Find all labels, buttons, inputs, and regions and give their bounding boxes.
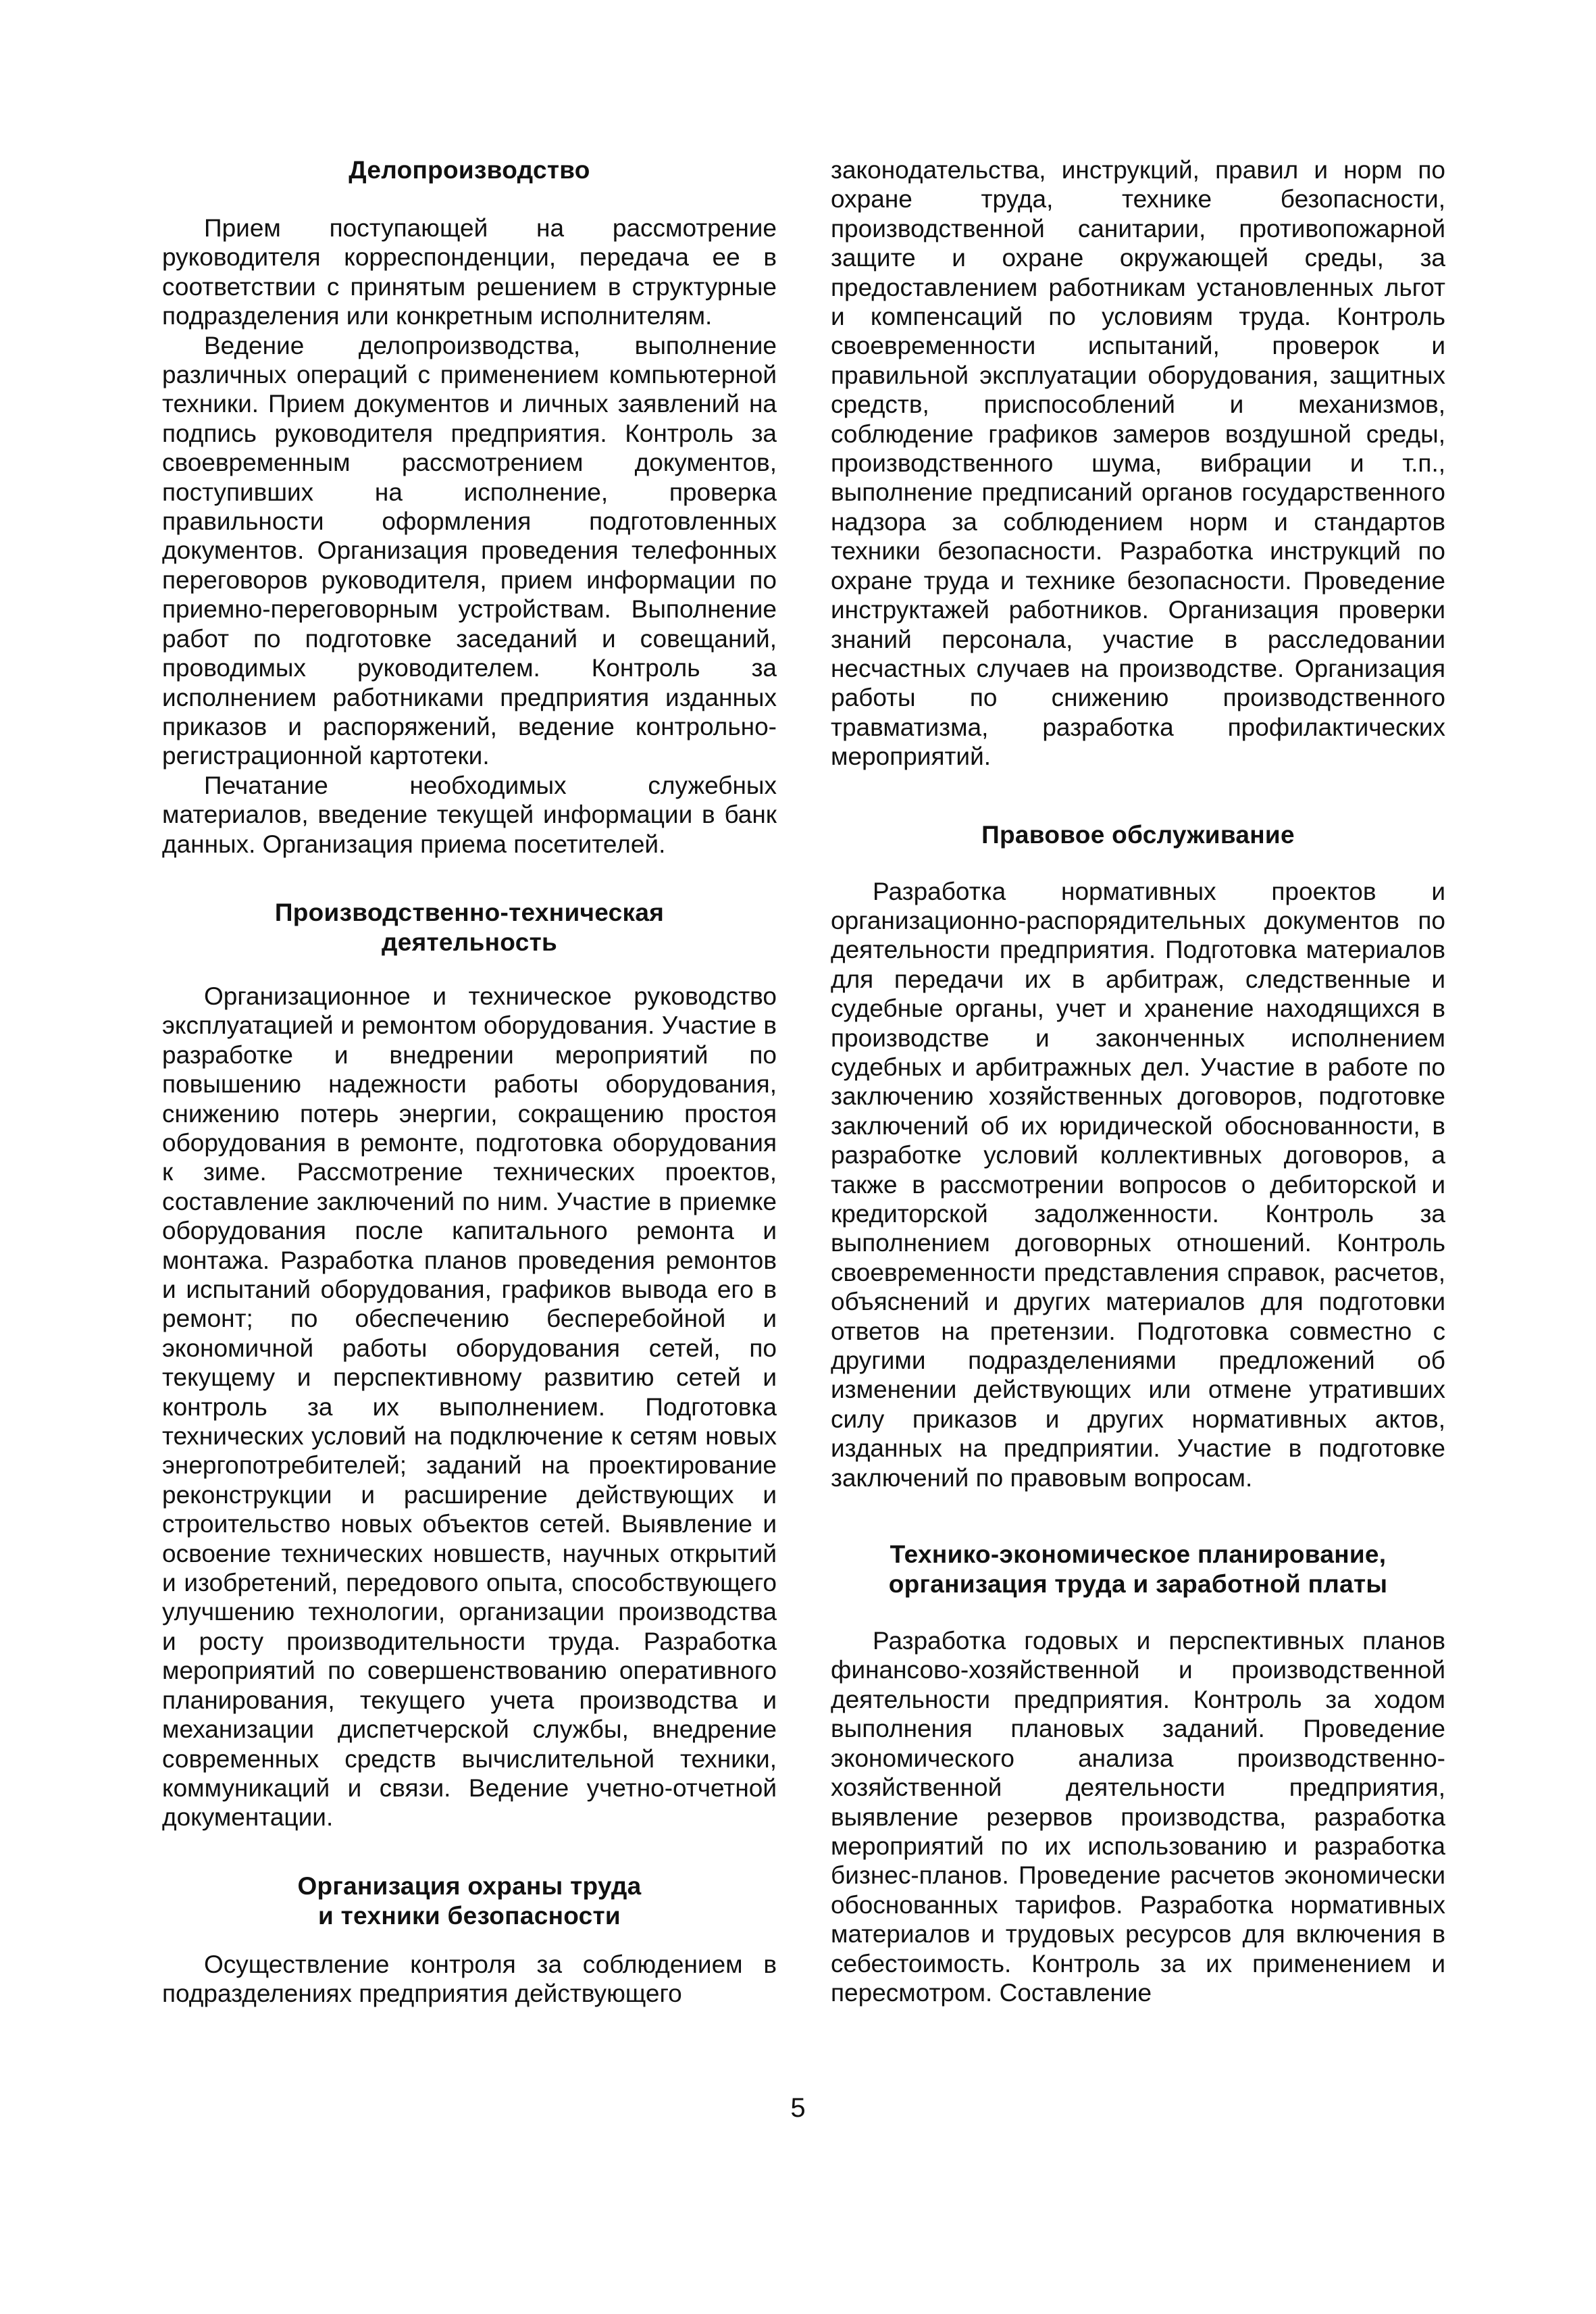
paragraph: Разработка нормативных проектов и организационно-распорядительных документов по деятельности предприятия. Подготовка материалов для передачи их в арбитраж, следственные и судебные органы, учет и хранение находящихся в производстве и законченных исполнением судебных и арбитражных дел. Участие в работе по заключению хозяйственных договоров, подготовке заключений об их юридической обоснованности, в разработке условий коллективных договоров, а также в рассмотрении вопросов о дебиторской и кредиторской задолженности. Контроль за выполнением договорных отношений. Контроль своевременности представления справок, расчетов, объяснений и других материалов для подготовки ответов на претензии. Подготовка совместно с другими подразделениями предложений об изменении действующих или отмене утративших силу приказов и других нормативных актов, изданных на предприятии. Участие в подготовке заключений по правовым вопросам. <box>831 877 1445 1492</box>
paragraph: Организационное и техническое руководство эксплуатацией и ремонтом оборудования. Участие в разработке и внедрении мероприятий по повышению надежности работы оборудования, снижению потерь энергии, сокращению простоя оборудования в ремонте, подготовка оборудования к зиме. Рассмотрение технических проектов, составление заключений по ним. Участие в приемке оборудования после капитального ремонта и монтажа. Разработка планов проведения ремонтов и испытаний оборудования, графиков вывода его в ремонт; по обеспечению бесперебойной и экономичной работы оборудования сетей, по текущему и перспективному развитию сетей и контроль за их выполнением. Подготовка технических условий на подключение к сетям новых энергопотребителей; заданий на проектирование реконструкции и расширение действующих и строительство новых объектов сетей. Выявление и освоение технических новшеств, научных открытий и изобретений, передового опыта, способствующего улучшению технологии, организации производства и росту производительности труда. Разработка мероприятий по совершенствованию оперативного планирования, текущего учета производства и механизации диспетчерской службы, внедрение современных средств вычислительной техники, коммуникаций и связи. Ведение учетно-отчетной документации. <box>162 982 777 1832</box>
section-title-line-1: Организация охраны труда <box>297 1871 642 1900</box>
right-column <box>831 155 1445 2007</box>
section-title-line-1: Технико-экономическое планирование, <box>890 1540 1387 1569</box>
section-labor-safety <box>162 1871 777 2009</box>
paragraph: Ведение делопроизводства, выполнение различных операций с применением компьютерной техники. Прием документов и личных заявлений на подпись руководителя предприятия. Контроль за своевременным рассмотрением документов, поступивших на исполнение, проверка правильности оформления подготовленных документов. Организация проведения телефонных переговоров руководителя, прием информации по приемно-переговорным устройствам. Выполнение работ по подготовке заседаний и совещаний, проводимых руководителем. Контроль за исполнением работниками предприятия изданных приказов и распоряжений, ведение контрольно-регистрационной картотеки. <box>162 331 777 770</box>
section-title: Правовое обслуживание <box>981 820 1295 849</box>
paragraph: Разработка годовых и перспективных планов финансово-хозяйственной и производственной деятельности предприятия. Контроль за ходом выполнения плановых заданий. Проведение экономического анализа производственно-хозяйственной деятельности предприятия, выявление резервов производства, разработка мероприятий по их использованию и разработка бизнес-планов. Проведение расчетов экономически обоснованных тарифов. Разработка нормативных материалов и трудовых ресурсов для включения в себестоимость. Контроль за их применением и пересмотром. Составление <box>831 1627 1445 2007</box>
page-number: 5 <box>790 2093 806 2123</box>
section-labor-safety-continued <box>831 155 1445 772</box>
document-page <box>162 155 1445 2182</box>
section-title-line-2: и техники безопасности <box>318 1901 621 1930</box>
section-title-line-1: Производственно-техническая <box>274 898 665 926</box>
section-legal-services <box>831 820 1445 1493</box>
section-production-technical <box>162 898 777 1832</box>
paragraph: Прием поступающей на рассмотрение руководителя корреспонденции, передача ее в соответствии с принятым решением в структурные подразделения или конкретным исполнителям. <box>162 214 777 330</box>
section-title-line-2: организация труда и заработной платы <box>888 1570 1388 1599</box>
section-records-management <box>162 155 777 859</box>
section-economic-planning <box>831 1540 1445 2007</box>
section-title-line-2: деятельность <box>381 928 558 956</box>
paragraph: Печатание необходимых служебных материалов, введение текущей информации в банк данных. Организация приема посетителей. <box>162 771 777 858</box>
left-column <box>162 155 777 2009</box>
paragraph: Осуществление контроля за соблюдением в подразделениях предприятия действующего <box>162 1950 777 2008</box>
section-title: Делопроизводство <box>349 156 590 184</box>
paragraph: законодательства, инструкций, правил и норм по охране труда, технике безопасности, производственной санитарии, противопожарной защите и охране окружающей среды, за предоставлением работникам установленных льгот и компенсаций по условиям труда. Контроль своевременности испытаний, проверок и правильной эксплуатации оборудования, защитных средств, приспособлений и механизмов, соблюдение графиков замеров воздушной среды, производственного шума, вибрации и т.п., выполнение предписаний органов государственного надзора за соблюдением норм и стандартов техники безопасности. Разработка инструкций по охране труда и технике безопасности. Проведение инструктажей работников. Организация проверки знаний персонала, участие в расследовании несчастных случаев на производстве. Организация работы по снижению производственного травматизма, разработка профилактических мероприятий. <box>831 156 1445 771</box>
